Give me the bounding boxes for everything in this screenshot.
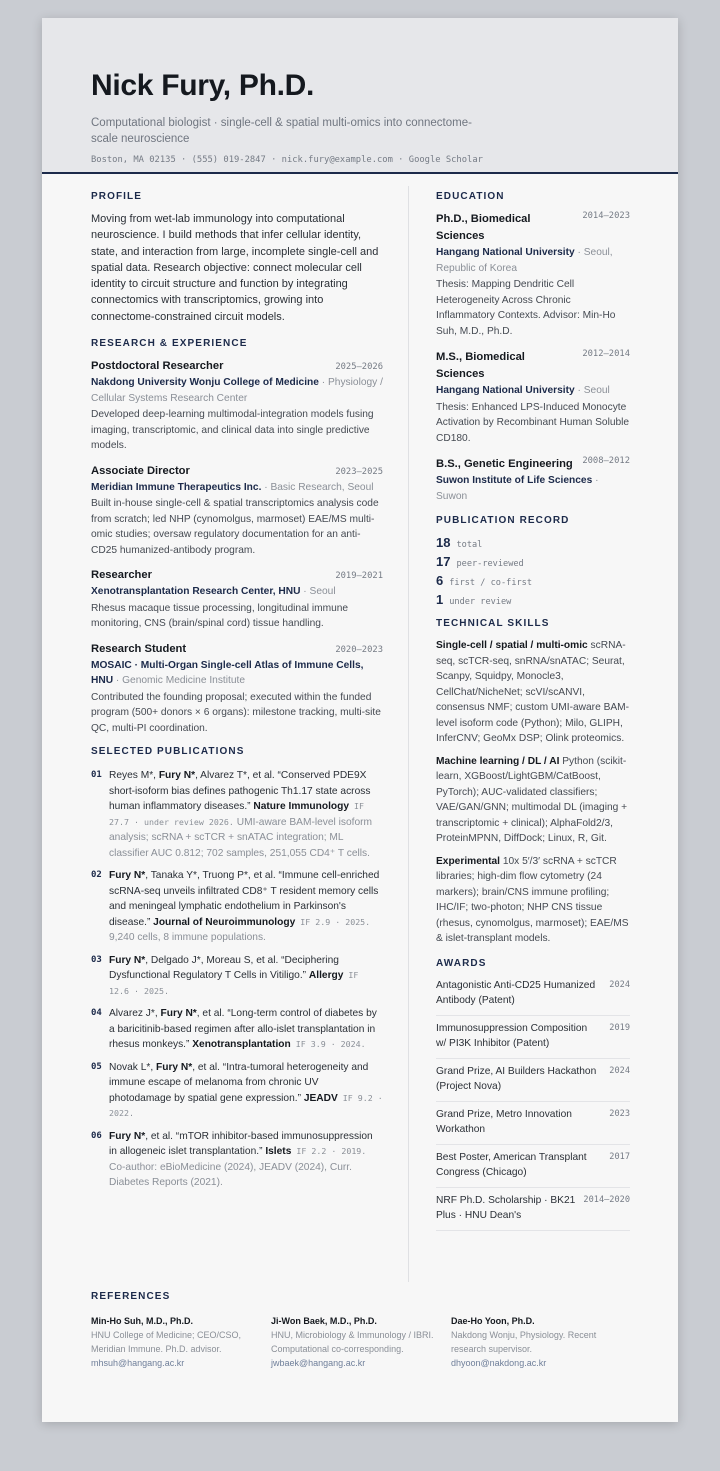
degree: Ph.D., Biomedical Sciences <box>436 213 531 242</box>
profile-heading: PROFILE <box>91 191 143 202</box>
award-item: Grand Prize, AI Builders Hackathon (Project Nova) 2024 <box>436 1059 630 1102</box>
publication-item <box>91 1006 383 1053</box>
job-org: Nakdong University Wonju College of Medicine · Physiology / Cellular Systems Research Center <box>91 377 383 404</box>
job-role: Research Student <box>91 642 187 655</box>
publication-stats <box>436 535 630 607</box>
stat-item: 6 first / co-first <box>436 573 533 588</box>
job-entry <box>91 358 383 454</box>
publication-text: Fury N*, et al. “mTOR inhibitor-based immunosuppression in allogeneic islet transplantation.” Islets IF 2.2 · 2019. Co-author: eBioMedicine (2024), JEADV (2024), Curr. Diabetes Reports (2021). <box>109 1130 373 1189</box>
publication-item <box>91 1060 383 1122</box>
publication-number: 03 <box>91 954 102 965</box>
publication-number: 01 <box>91 770 102 781</box>
publication-list <box>91 768 383 1191</box>
job-desc: Contributed the founding proposal; executed within the funded program (500+ donors × 6 organs): milestone tracking, multi-site QC, multi-PI coordination. <box>91 691 381 734</box>
publication-number: 05 <box>91 1061 102 1072</box>
stat-item: 18 total <box>436 535 483 550</box>
resume-header <box>42 18 678 174</box>
resume-page <box>42 18 678 1422</box>
reference-email[interactable]: mhsuh@hangang.ac.kr <box>91 1358 185 1368</box>
publication-text: Fury N*, Delgado J*, Moreau S, et al. “Deciphering Dysfunctional Regulatory T Cells in Vitiligo.” Allergy IF 12.6 · 2025. <box>109 954 359 996</box>
skill-group: Single-cell / spatial / multi-omic scRNA-seq, scTCR-seq, snRNA/snATAC; Seurat, Scanpy, Squidpy, Monocle3, CellChat/NicheNet; scVI/scANVI, consensus NMF; custom UMI-aware BAM-level isoform code (Python); Milo, GLIPH, InferCNV; GeoMx DSP; Olink proteomics. <box>436 640 630 744</box>
education-dates: 2008–2012 <box>582 456 630 466</box>
degree: B.S., Genetic Engineering <box>436 458 573 470</box>
publication-text: Reyes M*, Fury N*, Alvarez T*, et al. “Conserved PDE9X short-isoform bias defines pathogenic Th1.17 state across human inflammatory diseases.” Nature Immunology IF 27.7 · under review 2026. UMI-aware BAM-level isoform analysis; scRNA + scTCR + snATAC integration; ML classifier AUC 0.812; 702 samples, 251,055 CD4⁺ T cells. <box>109 770 373 859</box>
education-item <box>436 349 630 446</box>
reference-email[interactable]: dhyoon@nakdong.ac.kr <box>451 1358 547 1368</box>
award-item: Grand Prize, Metro Innovation Workathon 2023 <box>436 1102 630 1145</box>
awards-heading: AWARDS <box>436 957 487 969</box>
reference-item: Min-Ho Suh, M.D., Ph.D. HNU College of Medicine; CEO/CSO, Meridian Immune. Ph.D. advisor. mhsuh@hangang.ac.kr <box>91 1314 271 1370</box>
award-item: NRF Ph.D. Scholarship · BK21 Plus · HNU Dean's 2014–2020 <box>436 1188 630 1231</box>
job-entry <box>91 641 383 737</box>
job-dates: 2019–2021 <box>335 571 383 582</box>
job-dates: 2025–2026 <box>335 362 383 373</box>
stat-item: 1 under review <box>436 592 512 607</box>
experience-heading: RESEARCH & EXPERIENCE <box>91 338 248 350</box>
job-role: Postdoctoral Researcher <box>91 360 224 373</box>
tagline: Computational biologist · single-cell & spatial multi-omics into connectome-scale neuroscience <box>91 117 472 145</box>
thesis: Thesis: Mapping Dendritic Cell Heterogeneity Across Chronic Inflammatory Contexts. Advisor: Min-Ho Suh, M.D., Ph.D. <box>436 279 616 337</box>
publication-item <box>91 868 383 946</box>
job-dates: 2020–2023 <box>335 644 383 655</box>
column-divider <box>408 186 409 1282</box>
education-heading: EDUCATION <box>436 191 505 202</box>
stat-item: 17 peer-reviewed <box>436 554 524 569</box>
right-column <box>436 174 630 1231</box>
contact-line: Boston, MA 02135 · (555) 019-2847 · nick.fury@example.com · Google Scholar <box>91 155 483 165</box>
job-entry <box>91 463 383 559</box>
publication-item <box>91 953 383 1000</box>
job-role: Researcher <box>91 569 152 582</box>
skills-heading: TECHNICAL SKILLS <box>436 618 550 629</box>
job-role: Associate Director <box>91 464 190 477</box>
education-item <box>436 456 630 504</box>
publication-item <box>91 768 383 861</box>
profile-text: Moving from wet-lab immunology into computational neuroscience. I build methods that infer cellular identity, state, and interaction from large, incomplete single-cell and spatial data. Research objective: connect molecular cell identity to circuit structure and function by integrating connectomics with transcriptomics, growing into connectome-constrained circuit models. <box>91 213 379 323</box>
reference-email[interactable]: jwbaek@hangang.ac.kr <box>271 1358 366 1368</box>
references-heading: REFERENCES <box>91 1291 171 1302</box>
job-desc: Developed deep-learning multimodal-integration models fusing imaging, transcriptomic, and clinical data into single predictive models. <box>91 409 374 452</box>
education-dates: 2012–2014 <box>582 349 630 359</box>
skill-group: Machine learning / DL / AI Python (scikit-learn, XGBoost/LightGBM/CatBoost, PyTorch); AUC-validated classifiers; VAE/GAN/GNN; multimodal DL (imaging + transcriptomic + clinical); AlphaFold2/3, ProteinMPNN, DiffDock; Linux, R, Git. <box>436 755 628 844</box>
education-dates: 2014–2023 <box>582 211 630 221</box>
job-dates: 2023–2025 <box>335 466 383 477</box>
thesis: Thesis: Enhanced LPS-Induced Monocyte Activation by Recombinant Human Soluble CD180. <box>436 401 630 444</box>
award-list <box>436 973 630 1231</box>
school: Suwon Institute of Life Sciences · Suwon <box>436 475 599 502</box>
experience-list <box>91 358 383 736</box>
award-item: Antagonistic Anti-CD25 Humanized Antibody (Patent) 2024 <box>436 973 630 1016</box>
publication-number: 06 <box>91 1130 102 1141</box>
job-entry <box>91 567 383 632</box>
publication-text: Fury N*, Tanaka Y*, Truong P*, et al. “Immune cell-enriched scRNA-seq unveils infiltrated CD8⁺ T resident memory cells and meningeal lymphatic endothelium in Parkinson's disease.” Journal of Neuroimmunology IF 2.9 · 2025. 9,240 cells, 8 immune populations. <box>109 870 380 944</box>
publication-item <box>91 1129 383 1191</box>
school: Hangang National University · Seoul, Republic of Korea <box>436 247 613 274</box>
publication-number: 04 <box>91 1008 102 1019</box>
candidate-name: Nick Fury, Ph.D. <box>91 69 315 102</box>
publication-number: 02 <box>91 870 102 881</box>
job-desc: Built in-house single-cell & spatial transcriptomics analysis code from scratch; led NHP (cynomolgus, marmoset) EAE/MS multi-omic studies; oversaw regulatory documentation for an anti-CD25 humanized-antibody program. <box>91 498 379 556</box>
publication-text: Alvarez J*, Fury N*, et al. “Long-term control of diabetes by a baricitinib-based regimen after allo-islet transplantation in rhesus monkeys.” Xenotransplantation IF 3.9 · 2024. <box>109 1008 377 1051</box>
job-org: Meridian Immune Therapeutics Inc. · Basic Research, Seoul <box>91 481 374 493</box>
job-desc: Rhesus macaque tissue processing, longitudinal immune monitoring, CNS (brain/spinal cord) tissue handling. <box>91 602 349 630</box>
publication-text: Novak L*, Fury N*, et al. “Intra-tumoral heterogeneity and immune escape of melanoma from chronic UV photodamage by spatial gene expression.” JEADV IF 9.2 · 2022. <box>109 1061 383 1119</box>
left-column <box>91 174 383 1198</box>
skill-group: Experimental 10x 5′/3′ scRNA + scTCR libraries; high-dim flow cytometry (24 markers); brain/CNS immune profiling; IHC/IF; two-photon; NHP CNS tissue (rhesus, cynomolgus, marmoset); EAE/MS & islet-transplant models. <box>436 855 629 944</box>
education-item <box>436 211 630 339</box>
award-item: Immunosuppression Composition w/ PI3K Inhibitor (Patent) 2019 <box>436 1016 630 1059</box>
award-item: Best Poster, American Transplant Congress (Chicago) 2017 <box>436 1145 630 1188</box>
publication-record-heading: PUBLICATION RECORD <box>436 515 570 526</box>
degree: M.S., Biomedical Sciences <box>436 351 525 380</box>
publications-heading: SELECTED PUBLICATIONS <box>91 746 245 758</box>
reference-item: Ji-Won Baek, M.D., Ph.D. HNU, Microbiology & Immunology / IBRI. Computational co-corresponding. jwbaek@hangang.ac.kr <box>271 1314 451 1370</box>
school: Hangang National University · Seoul <box>436 385 610 396</box>
job-org: MOSAIC · Multi-Organ Single-cell Atlas of Immune Cells, HNU · Genomic Medicine Institute <box>91 659 364 687</box>
reference-item: Dae-Ho Yoon, Ph.D. Nakdong Wonju, Physiology. Recent research supervisor. dhyoon@nakdong.ac.kr <box>451 1314 631 1370</box>
job-org: Xenotransplantation Research Center, HNU · Seoul <box>91 586 336 598</box>
references-section <box>91 1290 631 1370</box>
